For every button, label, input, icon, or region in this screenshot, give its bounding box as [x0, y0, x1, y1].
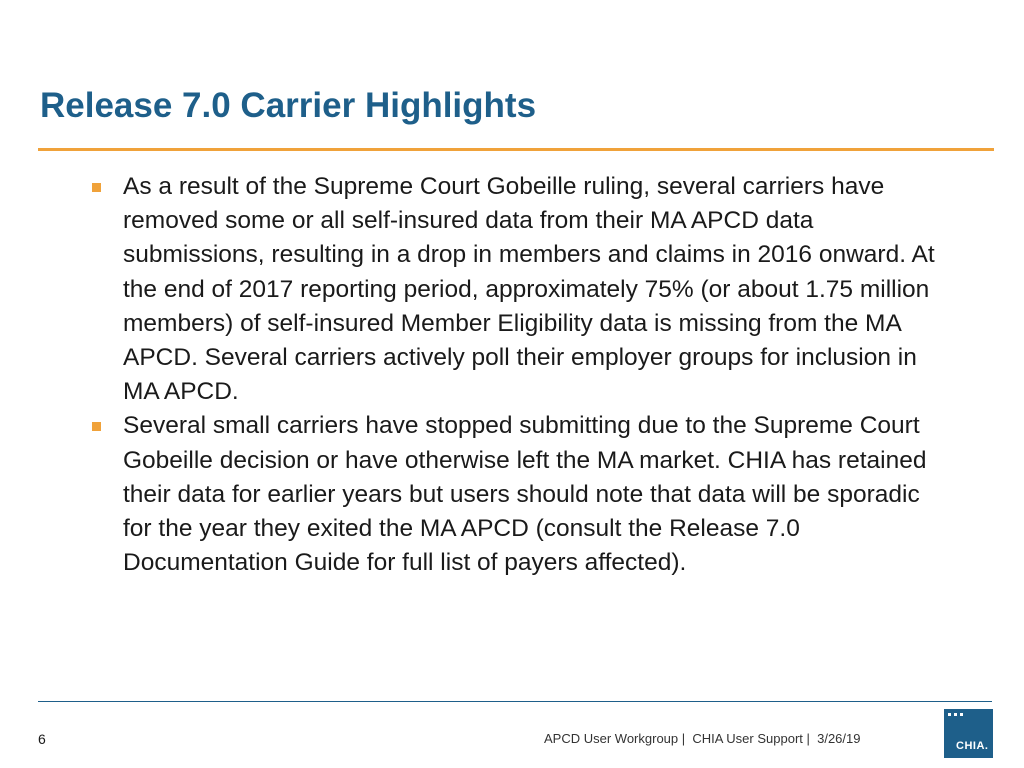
bullet-text: As a result of the Supreme Court Gobeille ruling, several carriers have removed some or all self-insured data from their MA APCD data submissions, resulting in a drop in members and claims in 2016 onward. At the end of 2017 reporting period, approximately 75% (or about 1.75 million members) of self-insured Member Eligibility data is missing from the MA APCD. Several carriers actively poll their employer groups for inclusion in MA APCD. — [123, 173, 935, 406]
footer-divider — [38, 701, 992, 702]
slide-title: Release 7.0 Carrier Highlights — [40, 86, 537, 125]
title-divider — [38, 148, 994, 151]
bullet-list — [88, 170, 948, 580]
logo-dots — [948, 713, 963, 716]
square-bullet-icon — [92, 422, 101, 431]
footer-text: APCD User Workgroup | CHIA User Support | 3/26/19 — [544, 731, 861, 746]
page-number: 6 — [38, 731, 46, 747]
square-bullet-icon — [92, 183, 101, 192]
bullet-item — [88, 409, 948, 580]
bullet-item — [88, 170, 948, 409]
chia-logo — [944, 709, 993, 758]
logo-text: CHIA. — [956, 740, 989, 752]
bullet-text: Several small carriers have stopped submitting due to the Supreme Court Gobeille decision or have otherwise left the MA market. CHIA has retained their data for earlier years but users should note that data will be sporadic for the year they exited the MA APCD (consult the Release 7.0 Documentation Guide for full list of payers affected). — [123, 412, 927, 577]
